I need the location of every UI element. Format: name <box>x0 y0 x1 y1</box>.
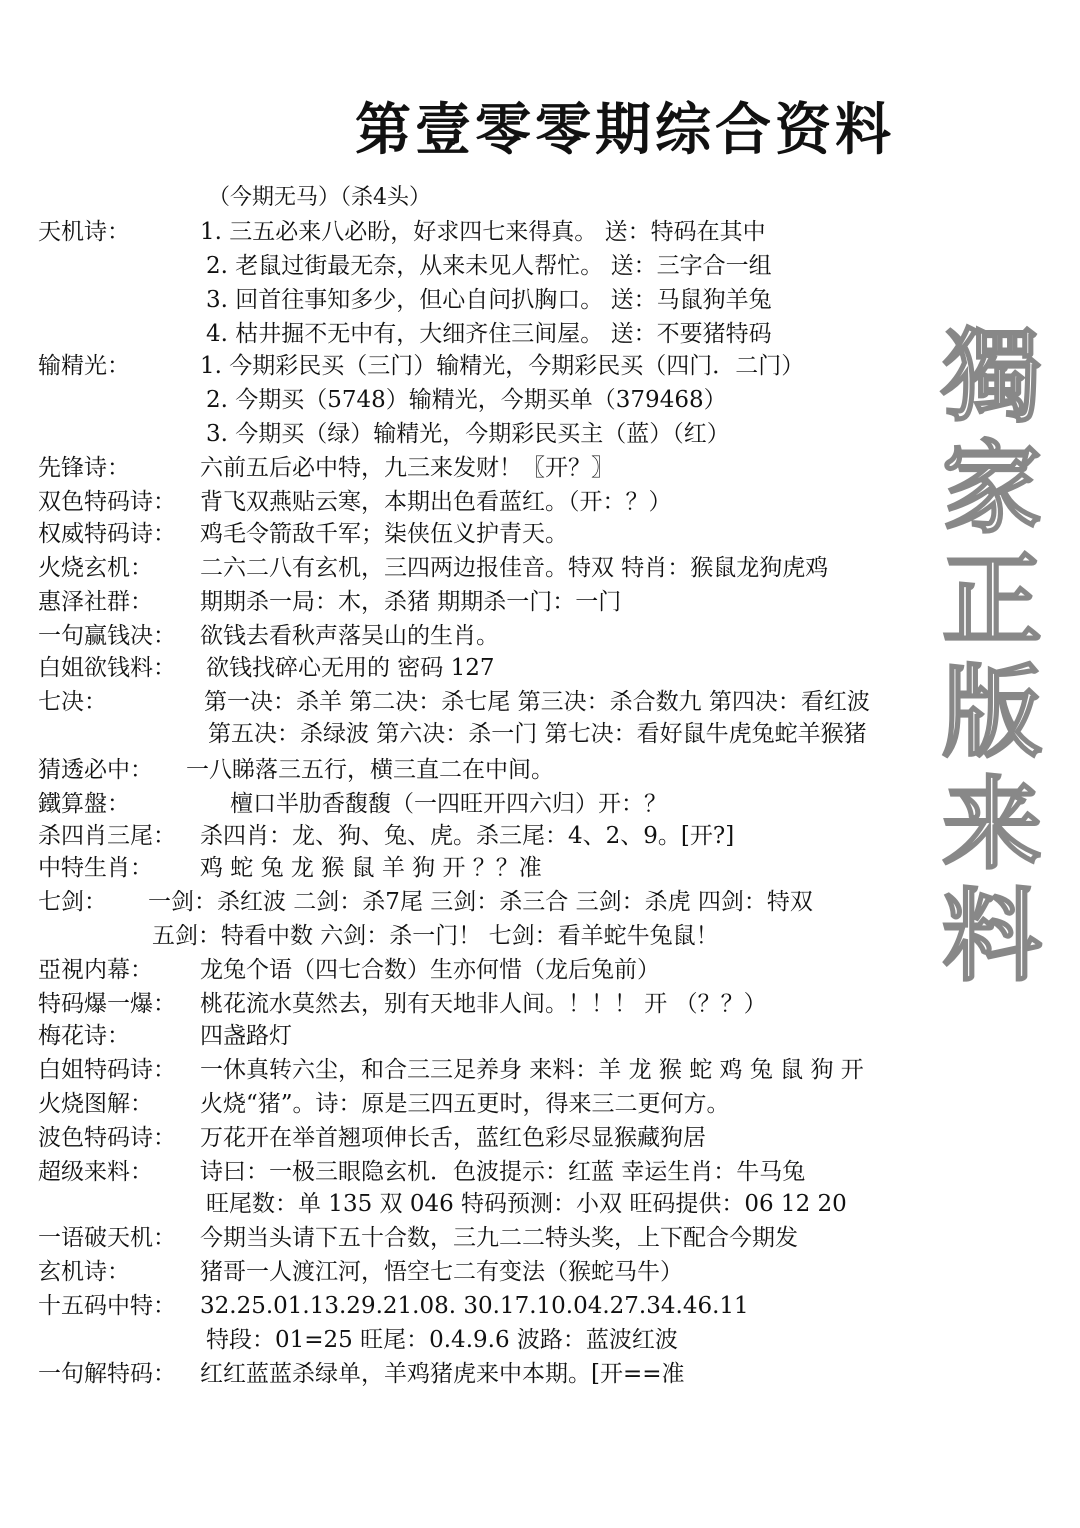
row-text: 32.25.01.13.29.21.08. 30.17.10.04.27.34.46.11 <box>200 1293 749 1319</box>
watermark <box>912 317 1072 995</box>
row-text: 鸡毛令箭敌千军；柒侠伍义护青天。 <box>200 521 568 547</box>
row-label: 梅花诗： <box>38 1023 130 1049</box>
row-label: 火烧玄机： <box>38 555 153 581</box>
row-label: 天机诗： <box>38 219 130 245</box>
watermark-char: 版 <box>942 653 1042 771</box>
row-text: 第五决：杀绿波 第六决：杀一门 第七决：看好鼠牛虎兔蛇羊猴猪 <box>208 721 867 747</box>
row-label: 白姐特码诗： <box>38 1057 176 1083</box>
row-text: 檀口半肋香馥馥（一四旺开四六归）开：？ <box>230 791 667 817</box>
row-label: 七决： <box>38 689 107 715</box>
row-text: 火烧“猪”。诗：原是三四五更时，得来三二更何方。 <box>200 1091 730 1117</box>
row-text: 3. 回首往事知多少，但心自问扒胸口。 送：马鼠狗羊兔 <box>206 287 772 313</box>
watermark-char: 来 <box>942 765 1042 883</box>
row-label: 双色特码诗： <box>38 489 176 515</box>
row-text: 欲钱去看秋声落吴山的生肖。 <box>200 623 499 649</box>
row-text: 特段：01=25 旺尾：0.4.9.6 波路：蓝波红波 <box>206 1327 678 1353</box>
watermark-char: 獨 <box>942 317 1042 435</box>
row-label: 一语破天机： <box>38 1225 176 1251</box>
watermark-char: 料 <box>942 877 1042 995</box>
row-label: 亞視内幕： <box>38 957 153 983</box>
row-text: 二六二八有玄机，三四两边报佳音。特双 特肖：猴鼠龙狗虎鸡 <box>200 555 829 581</box>
row-label: 杀四肖三尾： <box>38 823 176 849</box>
row-text: 3. 今期买（绿）输精光，今期彩民买主（蓝）（红） <box>206 421 730 447</box>
row-text: 4. 枯井掘不无中有，大细齐住三间屋。 送：不要猪特码 <box>206 321 772 347</box>
row-text: 一剑：杀红波 二剑：杀7尾 三剑：杀三合 三剑：杀虎 四剑：特双 <box>148 889 813 915</box>
row-text: 红红蓝蓝杀绿单，羊鸡猪虎来中本期。[开==准 <box>200 1361 685 1387</box>
row-text: 第一决：杀羊 第二决：杀七尾 第三决：杀合数九 第四决：看红波 <box>204 689 870 715</box>
row-text: 背飞双燕贴云寒，本期出色看蓝红。（开：？） <box>200 489 672 515</box>
watermark-char: 正 <box>942 541 1042 659</box>
row-text: 杀四肖：龙、狗、兔、虎。杀三尾：4、2、9。[开?] <box>200 823 735 849</box>
row-text: 2. 今期买（5748）输精光，今期买单（379468） <box>206 387 727 413</box>
row-label: 火烧图解： <box>38 1091 153 1117</box>
row-label: 猜透必中： <box>38 757 153 783</box>
watermark-char: 家 <box>942 429 1042 547</box>
page-title: 第壹零零期综合资料 <box>355 97 895 163</box>
row-text: 鸡 蛇 兔 龙 猴 鼠 羊 狗 开 ？？准 <box>200 855 542 881</box>
row-label: 一句赢钱决： <box>38 623 176 649</box>
row-text: 2. 老鼠过街最无奈，从来未见人帮忙。 送：三字合一组 <box>206 253 772 279</box>
row-text: 一休真转六尘，和合三三足养身 来料：羊 龙 猴 蛇 鸡 兔 鼠 狗 开 <box>200 1057 864 1083</box>
row-text: 欲钱找碎心无用的 密码 127 <box>206 655 495 681</box>
row-text: 五剑：特看中数 六剑：杀一门！ 七剑：看羊蛇牛兔鼠！ <box>152 923 719 949</box>
row-label: 特码爆一爆： <box>38 991 176 1017</box>
row-label: 十五码中特： <box>38 1293 176 1319</box>
row-text: 桃花流水莫然去，别有天地非人间。！！！ 开 （？？） <box>200 991 767 1017</box>
row-label: 白姐欲钱料： <box>38 655 176 681</box>
row-text: 四盏路灯 <box>200 1023 292 1049</box>
row-label: 权威特码诗： <box>38 521 176 547</box>
row-label: 鐵算盤： <box>38 791 130 817</box>
row-label: 惠泽社群： <box>38 589 153 615</box>
row-text: 猪哥一人渡江河，悟空七二有变法（猴蛇马牛） <box>200 1259 683 1285</box>
row-text: 万花开在举首翘项伸长舌，蓝红色彩尽显猴藏狗居 <box>200 1125 706 1151</box>
row-label: 先锋诗： <box>38 455 130 481</box>
row-label: 输精光： <box>38 353 130 379</box>
row-label: 波色特码诗： <box>38 1125 176 1151</box>
row-label: 玄机诗： <box>38 1259 130 1285</box>
row-label: 中特生肖： <box>38 855 153 881</box>
row-text: 期期杀一局：木，杀猪 期期杀一门：一门 <box>200 589 622 615</box>
row-label: 一句解特码： <box>38 1361 176 1387</box>
row-text: 1. 三五必来八必盼，好求四七来得真。 送：特码在其中 <box>200 219 766 245</box>
subtitle: （今期无马）（杀4头） <box>208 185 431 210</box>
row-text: 今期当头请下五十合数，三九二二特头奖，上下配合今期发 <box>200 1225 798 1251</box>
row-label: 超级来料： <box>38 1159 153 1185</box>
row-text: 一八睇落三五行，横三直二在中间。 <box>186 757 554 783</box>
row-text: 1. 今期彩民买（三门）输精光，今期彩民买（四门．二门） <box>200 353 805 379</box>
row-text: 龙兔个语（四七合数）生亦何惜（龙后兔前） <box>200 957 660 983</box>
row-text: 诗曰：一极三眼隐玄机．色波提示：红蓝 幸运生肖：牛马兔 <box>200 1159 806 1185</box>
row-label: 七剑： <box>38 889 107 915</box>
row-text: 六前五后必中特，九三来发财！〖开？〗 <box>200 455 614 481</box>
row-text: 旺尾数：单 135 双 046 特码预测：小双 旺码提供：06 12 20 <box>206 1191 847 1217</box>
